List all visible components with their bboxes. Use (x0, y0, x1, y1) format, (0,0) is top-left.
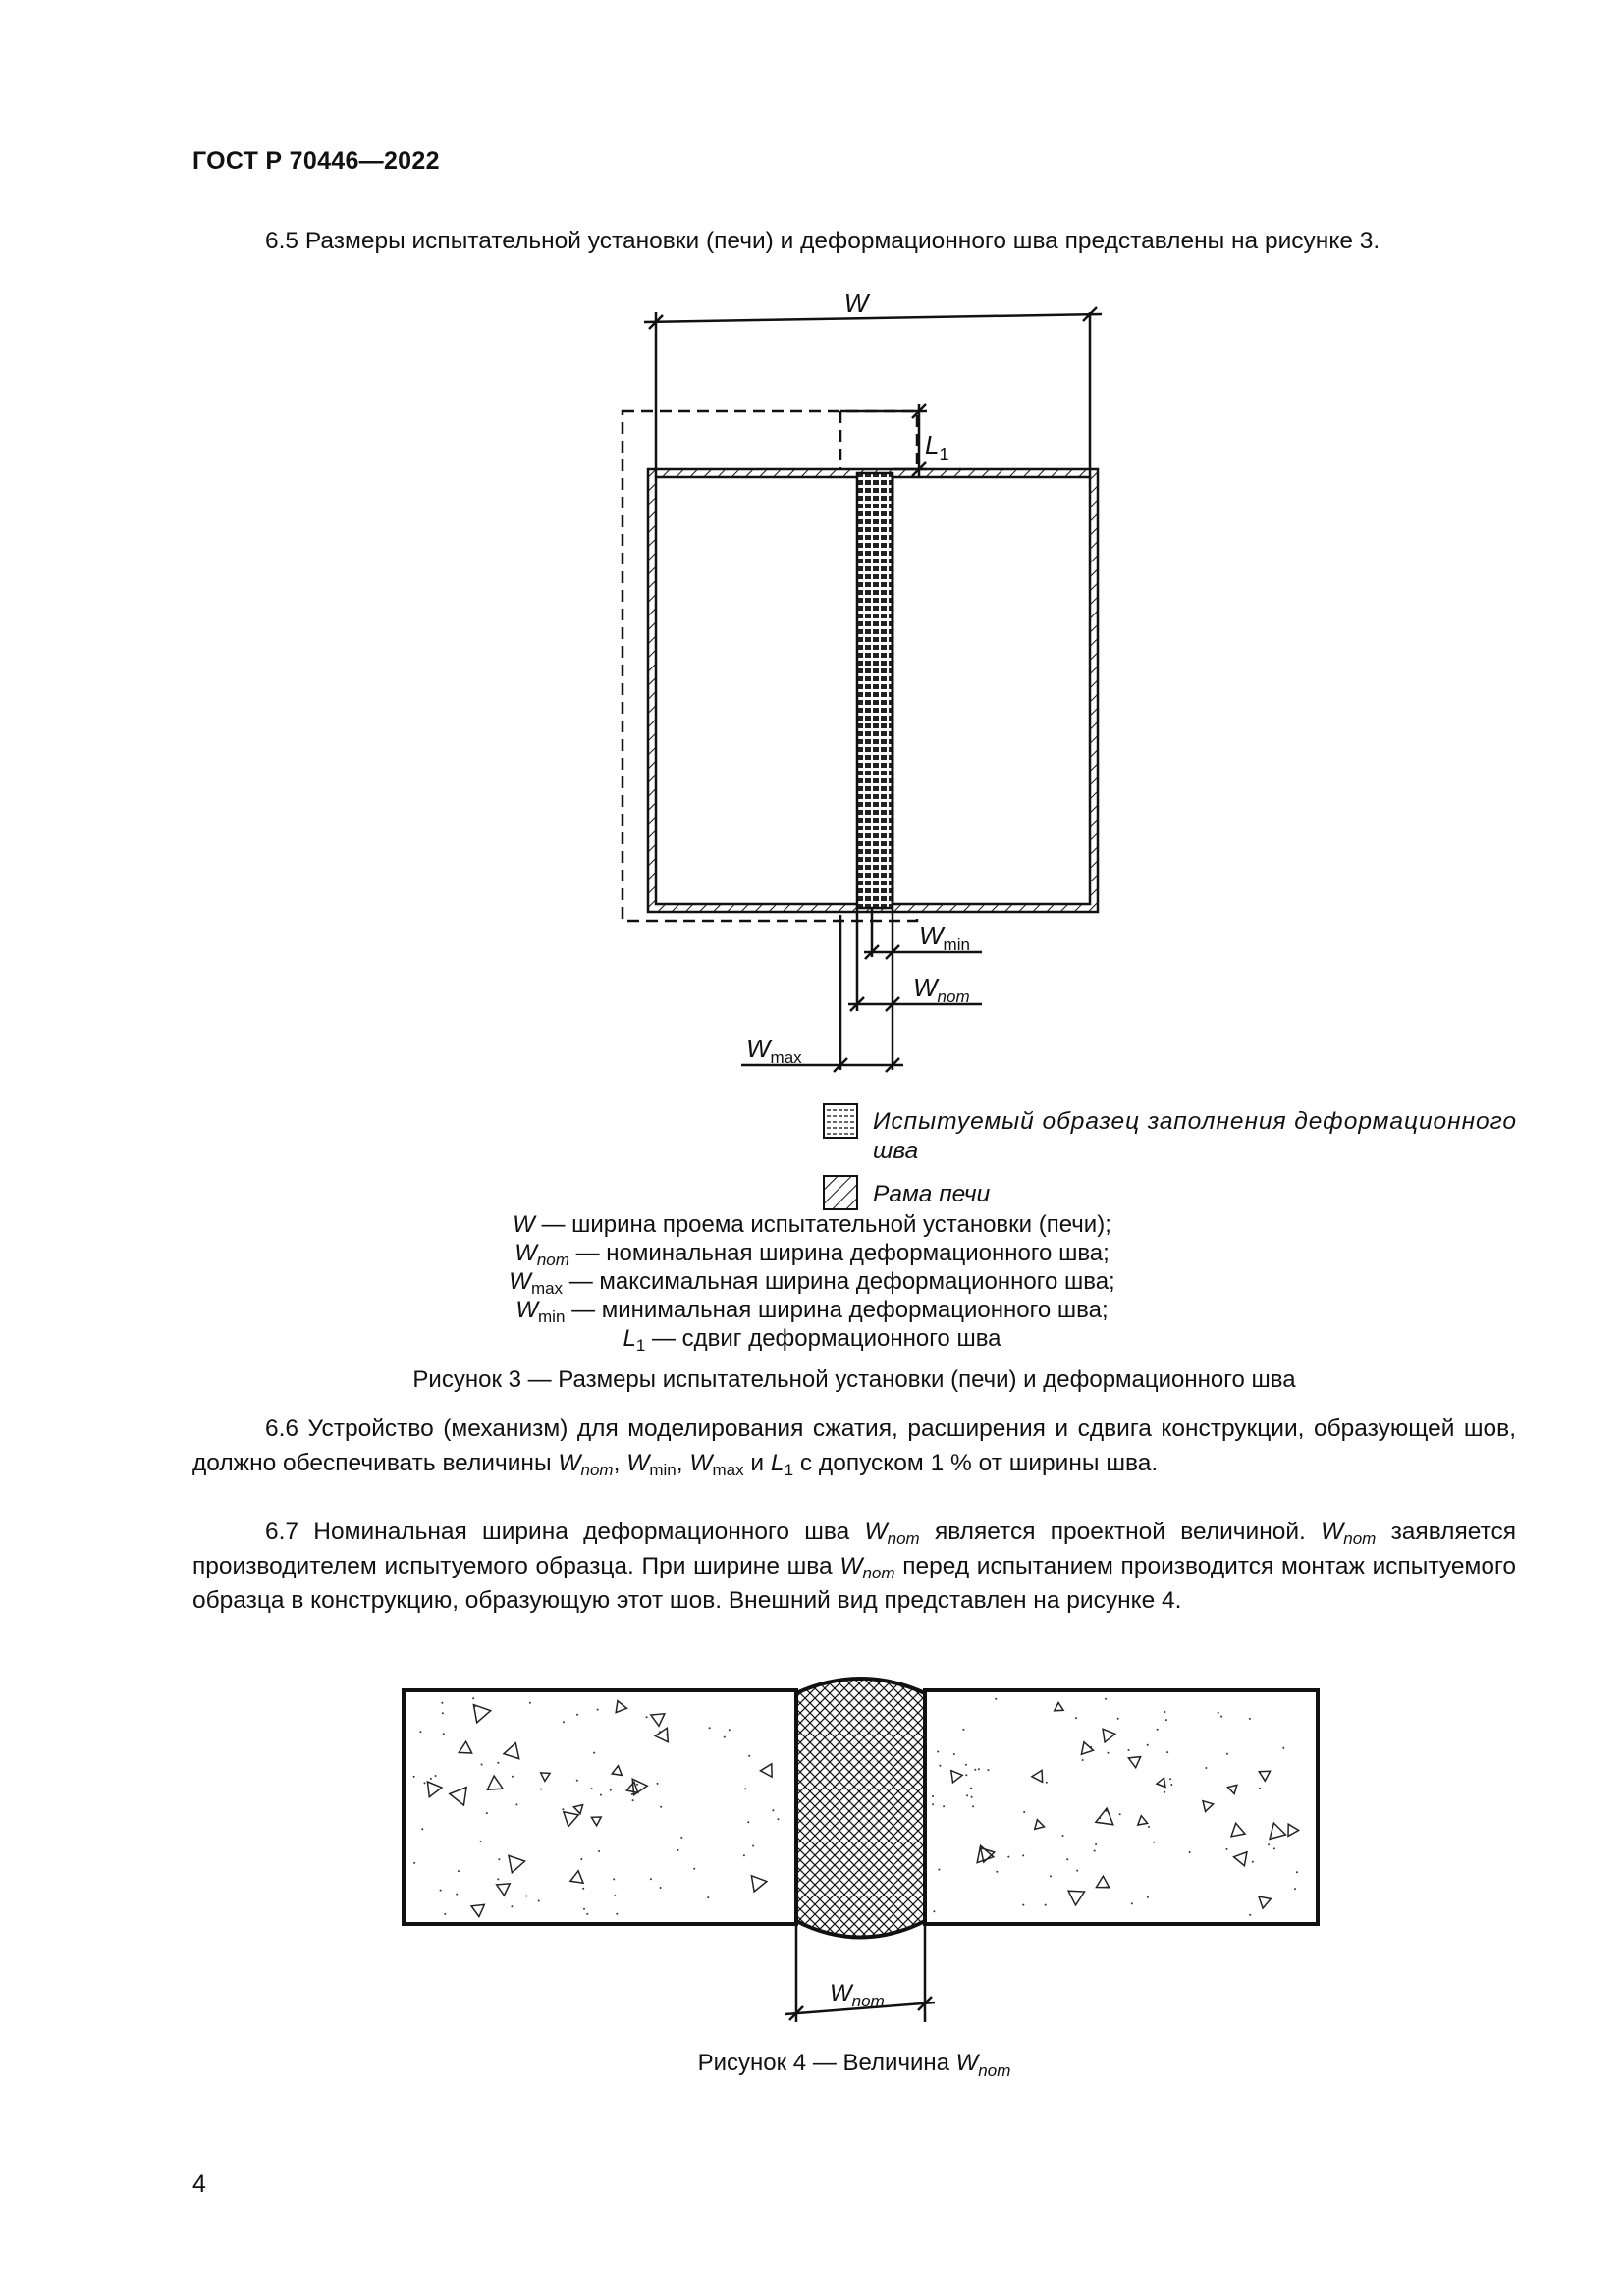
sand-dot (472, 1697, 474, 1699)
sand-dot (659, 1731, 661, 1733)
sand-dot (1205, 1767, 1207, 1769)
sand-dot (965, 1764, 967, 1766)
sand-dot (693, 1868, 695, 1870)
sand-dot (529, 1702, 531, 1704)
sand-dot (1147, 1744, 1149, 1746)
sand-dot (413, 1862, 415, 1864)
sand-dot (636, 1784, 638, 1786)
sand-dot (474, 1705, 476, 1707)
label-w-nom-fig4: $W_{nom}$ (830, 1980, 885, 2010)
sand-dot (939, 1765, 941, 1767)
sand-dot (1022, 1904, 1024, 1906)
sand-dot (1090, 1746, 1092, 1748)
sand-dot (1106, 1810, 1108, 1812)
sand-dot (937, 1751, 939, 1753)
sand-dot (772, 1809, 774, 1811)
sand-dot (752, 1845, 754, 1847)
sand-dot (988, 1769, 990, 1771)
sand-dot (1045, 1904, 1047, 1906)
sand-dot (610, 1789, 612, 1791)
sand-dot (996, 1871, 998, 1873)
sand-dot (660, 1887, 662, 1889)
sand-dot (525, 1896, 527, 1897)
sand-dot (1164, 1711, 1165, 1713)
sand-dot (1249, 1718, 1251, 1720)
sand-dot (480, 1841, 482, 1842)
definition-w-nom: $W_{nom}$ — номинальная ширина деформационного шва; (514, 1240, 1110, 1269)
sand-dot (576, 1714, 578, 1716)
sand-dot (778, 1818, 780, 1820)
sand-dot (666, 1734, 668, 1735)
sand-dot (440, 1890, 442, 1892)
sand-dot (597, 1709, 599, 1711)
definition-w-min: $W_{min}$ — минимальная ширина деформационного шва; (515, 1297, 1109, 1326)
sand-dot (1226, 1848, 1228, 1850)
sand-dot (582, 1888, 584, 1890)
definition-w: W — ширина проема испытательной установки (печи); (513, 1211, 1111, 1238)
sand-dot (1282, 1747, 1284, 1749)
sand-dot (1252, 1861, 1254, 1863)
sand-dot (586, 1913, 588, 1915)
sand-dot (1108, 1752, 1110, 1754)
sand-dot (424, 1782, 426, 1784)
sand-dot (1094, 1850, 1096, 1852)
sand-dot (512, 1776, 514, 1778)
label-w: W (843, 289, 869, 318)
sand-dot (631, 1793, 633, 1795)
sand-dot (486, 1812, 488, 1814)
concrete-block-left (404, 1690, 796, 1924)
sand-dot (563, 1721, 565, 1723)
joint-filling (796, 1679, 925, 1938)
sand-dot (613, 1878, 615, 1880)
label-w-min: $W_{min}$ (919, 921, 970, 954)
sand-dot (938, 1869, 940, 1871)
sand-dot (435, 1775, 437, 1777)
sand-dot (1296, 1871, 1298, 1873)
sand-dot (1128, 1749, 1130, 1751)
label-l1: $L_1$ (925, 430, 949, 464)
sand-dot (729, 1729, 731, 1731)
sand-dot (932, 1803, 934, 1805)
concrete-block-right (925, 1690, 1318, 1924)
sand-dot (1119, 1813, 1121, 1815)
sand-dot (748, 1755, 750, 1757)
sand-dot (458, 1870, 460, 1872)
definition-l1: $L_1$ — сдвиг деформационного шва (623, 1325, 1001, 1355)
definition-w-max: $W_{max}$ — максимальная ширина деформационного шва; (509, 1268, 1115, 1298)
sand-dot (933, 1910, 935, 1912)
sand-dot (1189, 1851, 1191, 1853)
sand-dot (421, 1828, 423, 1830)
sand-dot (540, 1789, 542, 1790)
sand-dot (1106, 1886, 1108, 1888)
sand-dot (591, 1788, 593, 1789)
sand-dot (1165, 1719, 1167, 1721)
sand-dot (932, 1795, 934, 1797)
sand-dot (680, 1837, 682, 1839)
legend-frame-label: Рама печи (873, 1181, 991, 1207)
document-header: ГОСТ Р 70446—2022 (192, 147, 440, 175)
sand-dot (995, 1698, 997, 1700)
sand-dot (1249, 1914, 1251, 1916)
sand-dot (444, 1913, 446, 1915)
sand-dot (978, 1768, 980, 1770)
sand-dot (1099, 1817, 1101, 1819)
sand-dot (707, 1896, 709, 1898)
label-w-max: $W_{max}$ (746, 1034, 802, 1067)
sand-dot (743, 1854, 745, 1856)
sand-dot (974, 1769, 976, 1771)
sand-dot (1076, 1870, 1078, 1872)
figure-3-caption: Рисунок 3 — Размеры испытательной установки (печи) и деформационного шва (412, 1366, 1296, 1393)
sand-dot (1273, 1847, 1275, 1849)
sand-dot (497, 1878, 499, 1880)
sand-dot (1075, 1717, 1077, 1719)
sand-dot (943, 1805, 945, 1807)
sand-dot (616, 1913, 618, 1915)
sand-dot (677, 1849, 679, 1851)
sand-dot (1082, 1759, 1084, 1761)
sand-dot (598, 1850, 600, 1852)
sand-dot (515, 1803, 517, 1805)
sand-dot (511, 1905, 513, 1907)
sand-dot (562, 1808, 564, 1810)
sand-dot (1131, 1902, 1133, 1904)
sand-dot (953, 1753, 955, 1755)
sand-dot (1105, 1698, 1107, 1700)
sand-dot (1157, 1729, 1159, 1731)
sand-dot (747, 1821, 749, 1823)
sand-dot (1218, 1712, 1219, 1714)
sand-dot (481, 1764, 483, 1766)
sand-dot (456, 1894, 458, 1896)
sand-dot (724, 1736, 726, 1738)
sand-dot (744, 1788, 746, 1789)
sand-dot (646, 1716, 648, 1718)
sand-dot (413, 1776, 415, 1778)
sand-dot (972, 1805, 974, 1807)
sand-dot (441, 1702, 443, 1704)
sand-dot (966, 1794, 968, 1796)
sand-dot (580, 1858, 582, 1860)
legend-sample-label-line2: шва (873, 1138, 919, 1164)
sand-dot (1022, 1854, 1024, 1856)
sand-dot (576, 1780, 578, 1782)
sand-dot (443, 1733, 445, 1735)
sand-dot (1148, 1826, 1150, 1828)
sand-dot (1153, 1842, 1155, 1843)
label-w-nom: $W_{nom}$ (913, 973, 970, 1006)
sand-dot (1023, 1811, 1025, 1813)
sand-dot (430, 1778, 432, 1780)
sand-dot (1117, 1718, 1119, 1720)
sand-dot (1170, 1784, 1172, 1786)
sand-dot (498, 1858, 500, 1860)
sand-dot (1166, 1751, 1168, 1753)
sand-dot (1220, 1716, 1222, 1718)
sand-dot (657, 1783, 659, 1785)
sand-dot (1147, 1896, 1149, 1898)
paragraph-6-5: 6.5 Размеры испытательной установки (печи) и деформационного шва представлены на рисунке 3. (265, 228, 1380, 254)
sand-dot (1062, 1835, 1064, 1837)
sand-dot (1046, 1782, 1048, 1784)
sand-dot (600, 1794, 602, 1796)
sand-dot (1095, 1843, 1097, 1845)
sand-dot (538, 1900, 540, 1902)
sand-dot (660, 1806, 662, 1808)
sand-dot (970, 1788, 972, 1789)
sand-dot (1066, 1858, 1068, 1860)
sand-dot (962, 1729, 964, 1731)
sand-dot (971, 1796, 973, 1798)
paragraph-6-6: 6.6 Устройство (механизм) для моделирования сжатия, расширения и сдвига конструкции, образующей шов, должно обеспечивать величины $W_{nom}$, $W_{min}$, $W_{max}$ и $L_1$ с допуском 1 % от ширины шва. (192, 1415, 1516, 1479)
sand-dot (1169, 1778, 1171, 1780)
paragraph-6-7: 6.7 Номинальная ширина деформационного шва $W_{nom}$ является проектной величиной. $W_{nom}$ заявляется производителем испытуемого образца. При ширине шва $W_{nom}$ перед испытанием производится монтаж испытуемого образца в конструкцию, образующую этот шов. Внешний вид представлен на рисунке 4. (192, 1519, 1516, 1614)
sand-dot (1050, 1875, 1052, 1877)
sand-dot (419, 1731, 421, 1733)
sand-dot (1007, 1856, 1009, 1858)
sand-dot (593, 1752, 595, 1754)
sand-dot (583, 1908, 585, 1910)
sand-dot (442, 1712, 444, 1714)
sand-dot (1164, 1791, 1165, 1793)
sand-dot (650, 1878, 652, 1880)
sand-dot (1294, 1888, 1296, 1890)
sand-dot (614, 1895, 616, 1896)
sand-dot (1268, 1843, 1270, 1845)
sand-dot (1259, 1788, 1261, 1789)
sand-dot (709, 1727, 711, 1729)
sand-dot (632, 1799, 634, 1801)
sand-dot (965, 1774, 967, 1776)
sand-dot (497, 1762, 499, 1764)
figure-4-caption: Рисунок 4 — Величина $W_{nom}$ (697, 2050, 1011, 2080)
legend-sample-label-line1: Испытуемый образец заполнения деформационного (873, 1108, 1516, 1135)
sand-dot (1226, 1753, 1228, 1755)
page-number: 4 (192, 2170, 206, 2198)
